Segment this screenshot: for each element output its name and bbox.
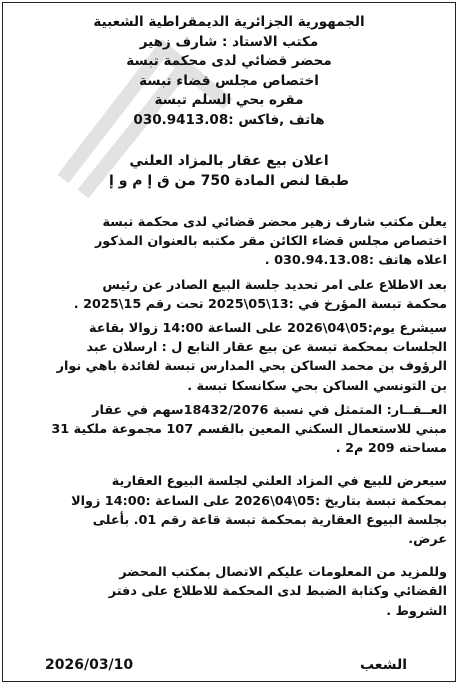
paragraph-line: اختصاص مجلس قضاء الكائن مقر مكتبه بالعنوان المذكور <box>94 234 447 250</box>
paragraph-sale-session <box>11 319 447 396</box>
paragraph-line: بجلسة البيوع العقارية بمحكمة تبسة قاعة رقم 01. بأعلى <box>92 512 447 528</box>
header-jurisdiction: اختصاص مجلس قضاء تبسة <box>139 72 319 89</box>
title-legal-basis: طبقا لنص المادة 750 من ق إ م و إ <box>109 173 349 189</box>
notice-body <box>11 213 447 621</box>
title-main: اعلان بيع عقار بالمزاد العلني <box>129 153 329 169</box>
publication-date: 2026/03/10 <box>45 657 134 673</box>
newspaper-name: الشعب <box>359 657 407 673</box>
paragraph-line: اعلاه هاتف :030.94.13.08 . <box>264 253 447 269</box>
header-address: مقره بحي السلم تبسة <box>154 92 304 108</box>
header-phone: هاتف ,فاكس :030.9413.08 <box>133 111 325 128</box>
paragraph-line: بعد الاطلاع على امر تحديد جلسة البيع الصادر عن رئيس <box>102 277 447 293</box>
header-republic: الجمهورية الجزائرية الديمقراطية الشعبية <box>93 14 365 30</box>
paragraph-line: محكمة تبسة المؤرخ في :13\05\2025 تحت رقم 15\2025 . <box>73 296 447 312</box>
paragraph-order <box>11 276 447 314</box>
paragraph-line: وللمزيد من المعلومات عليكم الاتصال بمكتب المحضر <box>119 565 447 581</box>
paragraph-line: سيعرض للبيع في المزاد العلني لجلسة البيوع العقارية <box>111 474 447 490</box>
notice-header <box>11 13 447 130</box>
notice-title <box>11 151 447 191</box>
header-office: مكتب الاستاد : شارف زهير <box>139 33 319 50</box>
paragraph-property <box>11 401 447 459</box>
header-bailiff: محضر قضائي لدى محكمة تبسة <box>126 53 332 69</box>
paragraph-line: عرض. <box>408 532 447 548</box>
paragraph-line: الجلسات بمحكمة تبسة عن بيع عقار التابع ل : ارسلان عبد <box>86 340 447 356</box>
paragraph-line: القضائي وكتابة الضبط لدى المحكمة للاطلاع على دفتر <box>108 584 447 600</box>
paragraph-line: العــقــار: المتمثل في نسبة 18432/2076سهم في عقار <box>92 402 447 418</box>
paragraph-line: سيشرع يوم:05\04\2026 على الساعة 14:00 زوالا بقاعة <box>89 321 447 337</box>
paragraph-announcement <box>11 213 447 271</box>
paragraph-contact <box>11 563 447 621</box>
paragraph-line: يعلن مكتب شارف زهير محضر قضائي لدى محكمة تبسة <box>102 215 447 230</box>
paragraph-line: مبني للاستعمال السكني المعين بالقسم 107 مجموعة ملكية 31 <box>51 422 447 438</box>
paragraph-auction <box>11 472 447 549</box>
notice-footer <box>11 657 447 673</box>
paragraph-line: الرؤوف بن محمد الساكن بحي المدارس تبسة لفائدة باهي نوار <box>56 359 447 375</box>
paragraph-line: الشروط . <box>386 603 447 619</box>
legal-notice <box>11 11 447 673</box>
paragraph-line: بن التونسي الساكن بحي سكانسكا تبسة . <box>187 378 447 394</box>
paragraph-line: بمحكمة تبسة بتاريخ :05\04\2026 على الساعة :14:00 زوالا <box>71 493 447 509</box>
paragraph-line: مساحته 209 م2 . <box>335 441 447 457</box>
notice-frame <box>2 2 456 682</box>
